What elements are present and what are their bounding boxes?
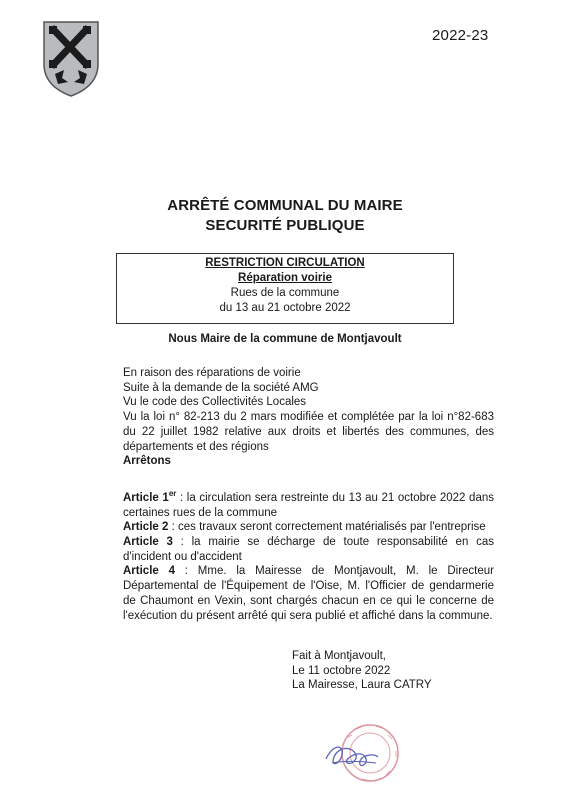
article-3-text: : la mairie se décharge de toute responsabilité en cas d'incident ou d'accident xyxy=(123,536,494,563)
article-2 xyxy=(123,520,494,535)
article-4 xyxy=(123,564,494,623)
restriction-heading: RESTRICTION CIRCULATION xyxy=(205,257,365,269)
document-number: 2022-23 xyxy=(432,27,489,44)
article-2-label: Article 2 xyxy=(123,521,169,534)
preamble-line: En raison des réparations de voirie xyxy=(123,367,301,379)
signature-date: Le 11 octobre 2022 xyxy=(292,664,391,677)
article-1-text: : la circulation sera restreinte du 13 au 21 octobre 2022 dans certaines rues de la commune xyxy=(123,491,494,519)
title-line-2: SECURITÉ PUBLIQUE xyxy=(205,217,365,234)
article-4-text: : Mme. la Mairesse de Montjavoult, M. le Directeur Départemental de l'Équipement de l'Oise, M. l'Officier de gendarmerie de Chaumont en Vexin, sont chargés chacun en ce qui le concerne de l'exécution du présent arrêté qui sera publié et affiché dans la commune. xyxy=(123,565,494,622)
decree-body xyxy=(123,366,494,623)
decree-title xyxy=(0,196,570,236)
article-3 xyxy=(123,535,494,564)
coat-of-arms-icon xyxy=(42,20,100,98)
decision-word: Arrêtons xyxy=(123,455,171,468)
signatory-name: La Mairesse, Laura CATRY xyxy=(292,679,432,692)
article-1 xyxy=(123,491,494,520)
town-hall-stamp-icon xyxy=(318,715,408,785)
restriction-scope: Rues de la commune xyxy=(230,287,340,299)
article-1-label: Article 1er xyxy=(123,489,177,504)
article-2-text: : ces travaux seront correctement matérialisés par l'entreprise xyxy=(168,521,486,534)
signature-block xyxy=(292,649,432,693)
restriction-subheading: Réparation voirie xyxy=(238,272,332,284)
restriction-dates: du 13 au 21 octobre 2022 xyxy=(219,302,351,314)
preamble-line: Vu le code des Collectivités Locales xyxy=(123,396,307,409)
signature-place: Fait à Montjavoult, xyxy=(292,650,386,662)
article-3-label: Article 3 xyxy=(123,536,173,549)
preamble-law-reference: Vu la loi n° 82-213 du 2 mars modifiée et complétée par la loi n°82-683 du 22 juillet 1982 relative aux droits et libertés des communes, des départements et des régions xyxy=(123,411,494,453)
article-4-label: Article 4 xyxy=(123,565,175,578)
mayor-statement: Nous Maire de la commune de Montjavoult xyxy=(168,333,402,345)
preamble-line: Suite à la demande de la société AMG xyxy=(123,381,319,394)
title-line-1: ARRÊTÉ COMMUNAL DU MAIRE xyxy=(167,197,403,214)
restriction-box xyxy=(116,253,454,324)
